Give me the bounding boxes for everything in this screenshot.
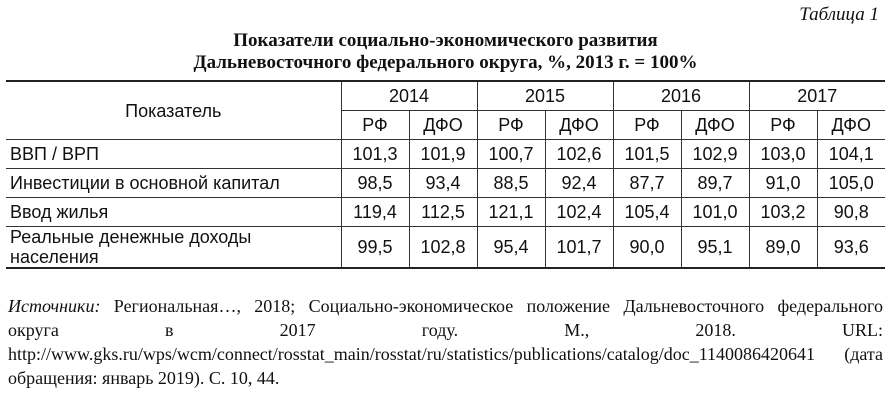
table-cell: 90,8 <box>817 198 885 227</box>
table-cell: 101,9 <box>409 140 477 169</box>
table-cell: 101,0 <box>681 198 749 227</box>
table-cell: 102,4 <box>545 198 613 227</box>
table-cell: 88,5 <box>477 169 545 198</box>
table-cell: 100,7 <box>477 140 545 169</box>
year-header-2017: 2017 <box>749 81 885 111</box>
table-cell: 104,1 <box>817 140 885 169</box>
table-cell: 87,7 <box>613 169 681 198</box>
table-cell: 101,3 <box>341 140 409 169</box>
table-cell: 95,1 <box>681 227 749 269</box>
table-cell: 105,0 <box>817 169 885 198</box>
row-label: ВВП / ВРП <box>6 140 341 169</box>
table-title-line-1: Показатели социально-экономического развития <box>233 30 658 51</box>
sources-lead: Источники: <box>8 296 101 316</box>
year-header-row <box>6 81 885 111</box>
subheader-rf: РФ <box>477 111 545 140</box>
table-cell: 103,0 <box>749 140 817 169</box>
year-header-2015: 2015 <box>477 81 613 111</box>
subheader-rf: РФ <box>613 111 681 140</box>
table-row <box>6 227 885 269</box>
table-cell: 103,2 <box>749 198 817 227</box>
table-cell: 102,9 <box>681 140 749 169</box>
table-cell: 99,5 <box>341 227 409 269</box>
table-cell: 93,4 <box>409 169 477 198</box>
table-cell: 119,4 <box>341 198 409 227</box>
table-cell: 92,4 <box>545 169 613 198</box>
subheader-rf: РФ <box>341 111 409 140</box>
table-cell: 101,7 <box>545 227 613 269</box>
table-number-label: Таблица 1 <box>799 4 879 25</box>
table-cell: 105,4 <box>613 198 681 227</box>
subheader-rf: РФ <box>749 111 817 140</box>
year-header-2016: 2016 <box>613 81 749 111</box>
table-row <box>6 140 885 169</box>
table-row <box>6 198 885 227</box>
table-cell: 102,6 <box>545 140 613 169</box>
table-cell: 112,5 <box>409 198 477 227</box>
indicator-column-header: Показатель <box>6 81 341 140</box>
year-header-2014: 2014 <box>341 81 477 111</box>
table-cell: 90,0 <box>613 227 681 269</box>
table-cell: 93,6 <box>817 227 885 269</box>
row-label: Ввод жилья <box>6 198 341 227</box>
sources-note <box>8 294 883 390</box>
table-row <box>6 169 885 198</box>
subheader-dfo: ДФО <box>545 111 613 140</box>
subheader-dfo: ДФО <box>681 111 749 140</box>
subheader-dfo: ДФО <box>817 111 885 140</box>
row-label: Инвестиции в основной капитал <box>6 169 341 198</box>
table-cell: 98,5 <box>341 169 409 198</box>
table-cell: 95,4 <box>477 227 545 269</box>
row-label: Реальные денежные доходы населения <box>6 227 341 269</box>
table-cell: 102,8 <box>409 227 477 269</box>
table-cell: 91,0 <box>749 169 817 198</box>
table-cell: 101,5 <box>613 140 681 169</box>
table-cell: 89,7 <box>681 169 749 198</box>
table-cell: 121,1 <box>477 198 545 227</box>
indicators-table <box>6 80 885 269</box>
table-title-line-2: Дальневосточного федерального округа, %, 2013 г. = 100% <box>193 52 698 73</box>
subheader-dfo: ДФО <box>409 111 477 140</box>
sources-text: Региональная…, 2018; Социально-экономическое положение Дальневосточного федерального округа в 2017 году. М., 2018. URL: http://www.gks.ru/wps/wcm/connect/rosstat_main/rosstat/ru/statistics/publications/catalog/doc_1140086420641 (дата обращения: январь 2019). С. 10, 44. <box>8 296 883 388</box>
table-title <box>0 30 891 74</box>
table-cell: 89,0 <box>749 227 817 269</box>
